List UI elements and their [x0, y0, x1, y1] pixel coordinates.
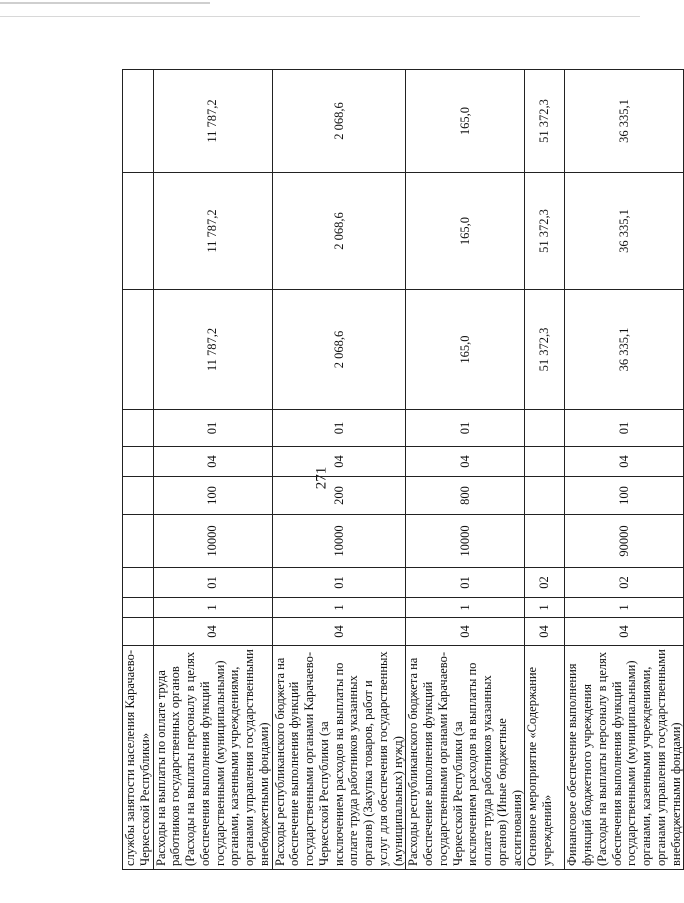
code-cell: 04 [406, 618, 525, 646]
code-cell [123, 568, 154, 598]
code-cell: 01 [272, 410, 406, 447]
code-cell: 1 [565, 598, 684, 618]
code-cell: 01 [565, 410, 684, 447]
page-number: 271 [313, 466, 330, 490]
scan-artifact-top [0, 2, 210, 4]
amount-cell: 165,0 [406, 70, 525, 173]
amount-cell: 51 372,3 [525, 70, 565, 173]
amount-cell: 2 068,6 [272, 290, 406, 410]
amount-cell: 36 335,1 [565, 290, 684, 410]
row-description: Расходы на выплаты по оплате труда работников государственных органов (Расходы на выплаты персоналу в целях обеспечения выполнения функций государственными (муниципальными) органами, казенными учреждениями, органами управления государственными внебюджетными фондами) [153, 646, 272, 870]
table-row [123, 70, 154, 870]
code-cell [525, 410, 565, 447]
amount-cell: 2 068,6 [272, 173, 406, 290]
code-cell [525, 477, 565, 515]
amount-cell: 51 372,3 [525, 173, 565, 290]
scan-artifact-rule [0, 16, 640, 17]
code-cell: 100 [565, 477, 684, 515]
code-cell: 200 [272, 477, 406, 515]
table-row [153, 70, 272, 870]
code-cell: 1 [525, 598, 565, 618]
code-cell: 02 [565, 568, 684, 598]
code-cell: 04 [565, 618, 684, 646]
code-cell [123, 410, 154, 447]
code-cell: 10000 [153, 515, 272, 568]
code-cell [123, 477, 154, 515]
table-row [525, 70, 565, 870]
amount-cell: 11 787,2 [153, 70, 272, 173]
row-description: Финансовое обеспечение выполнения функций бюджетного учреждения (Расходы на выплаты персоналу в целях обеспечения выполнения функций государственными (муниципальными) органами, казенными учреждениями, органами управления государственными внебюджетными фондами) [565, 646, 684, 870]
code-cell: 04 [272, 618, 406, 646]
amount-cell [123, 70, 154, 173]
code-cell [525, 515, 565, 568]
code-cell: 02 [525, 568, 565, 598]
budget-table [122, 69, 684, 870]
code-cell: 04 [153, 447, 272, 477]
amount-cell: 165,0 [406, 173, 525, 290]
amount-cell [123, 290, 154, 410]
row-description: Основное мероприятие «Содержание учреждений» [525, 646, 565, 870]
code-cell: 04 [406, 447, 525, 477]
row-description: Расходы республиканского бюджета на обеспечение выполнения функций государственными органами Карачаево-Черкесской Республики (за исключением расходов на выплаты по оплате труда работников указанных органов) (Иные бюджетные ассигнования) [406, 646, 525, 870]
amount-cell: 36 335,1 [565, 173, 684, 290]
table-row [272, 70, 406, 870]
amount-cell: 51 372,3 [525, 290, 565, 410]
code-cell: 10000 [406, 515, 525, 568]
code-cell [123, 515, 154, 568]
code-cell: 01 [406, 410, 525, 447]
amount-cell: 2 068,6 [272, 70, 406, 173]
code-cell: 01 [272, 568, 406, 598]
code-cell: 04 [153, 618, 272, 646]
code-cell [525, 447, 565, 477]
table-row [406, 70, 525, 870]
amount-cell: 11 787,2 [153, 173, 272, 290]
rotated-budget-table [122, 70, 683, 870]
amount-cell: 165,0 [406, 290, 525, 410]
code-cell: 04 [565, 447, 684, 477]
code-cell: 04 [272, 447, 406, 477]
code-cell [123, 618, 154, 646]
code-cell [123, 447, 154, 477]
amount-cell [123, 173, 154, 290]
code-cell: 04 [525, 618, 565, 646]
code-cell: 01 [153, 410, 272, 447]
row-description: службы занятости населения Карачаево-Черкесской Республики» [123, 646, 154, 870]
amount-cell: 36 335,1 [565, 70, 684, 173]
code-cell: 100 [153, 477, 272, 515]
code-cell: 90000 [565, 515, 684, 568]
code-cell: 1 [272, 598, 406, 618]
code-cell [123, 598, 154, 618]
code-cell: 800 [406, 477, 525, 515]
code-cell: 1 [153, 598, 272, 618]
code-cell: 01 [153, 568, 272, 598]
code-cell: 10000 [272, 515, 406, 568]
code-cell: 1 [406, 598, 525, 618]
amount-cell: 11 787,2 [153, 290, 272, 410]
code-cell: 01 [406, 568, 525, 598]
table-row [565, 70, 684, 870]
row-description: Расходы республиканского бюджета на обеспечение выполнения функций государственными органами Карачаево-Черкесской Республики (за исключением расходов на выплаты по оплате труда работников указанных органов) (Закупка товаров, работ и услуг для обеспечения государственных (муниципальных) нужд) [272, 646, 406, 870]
